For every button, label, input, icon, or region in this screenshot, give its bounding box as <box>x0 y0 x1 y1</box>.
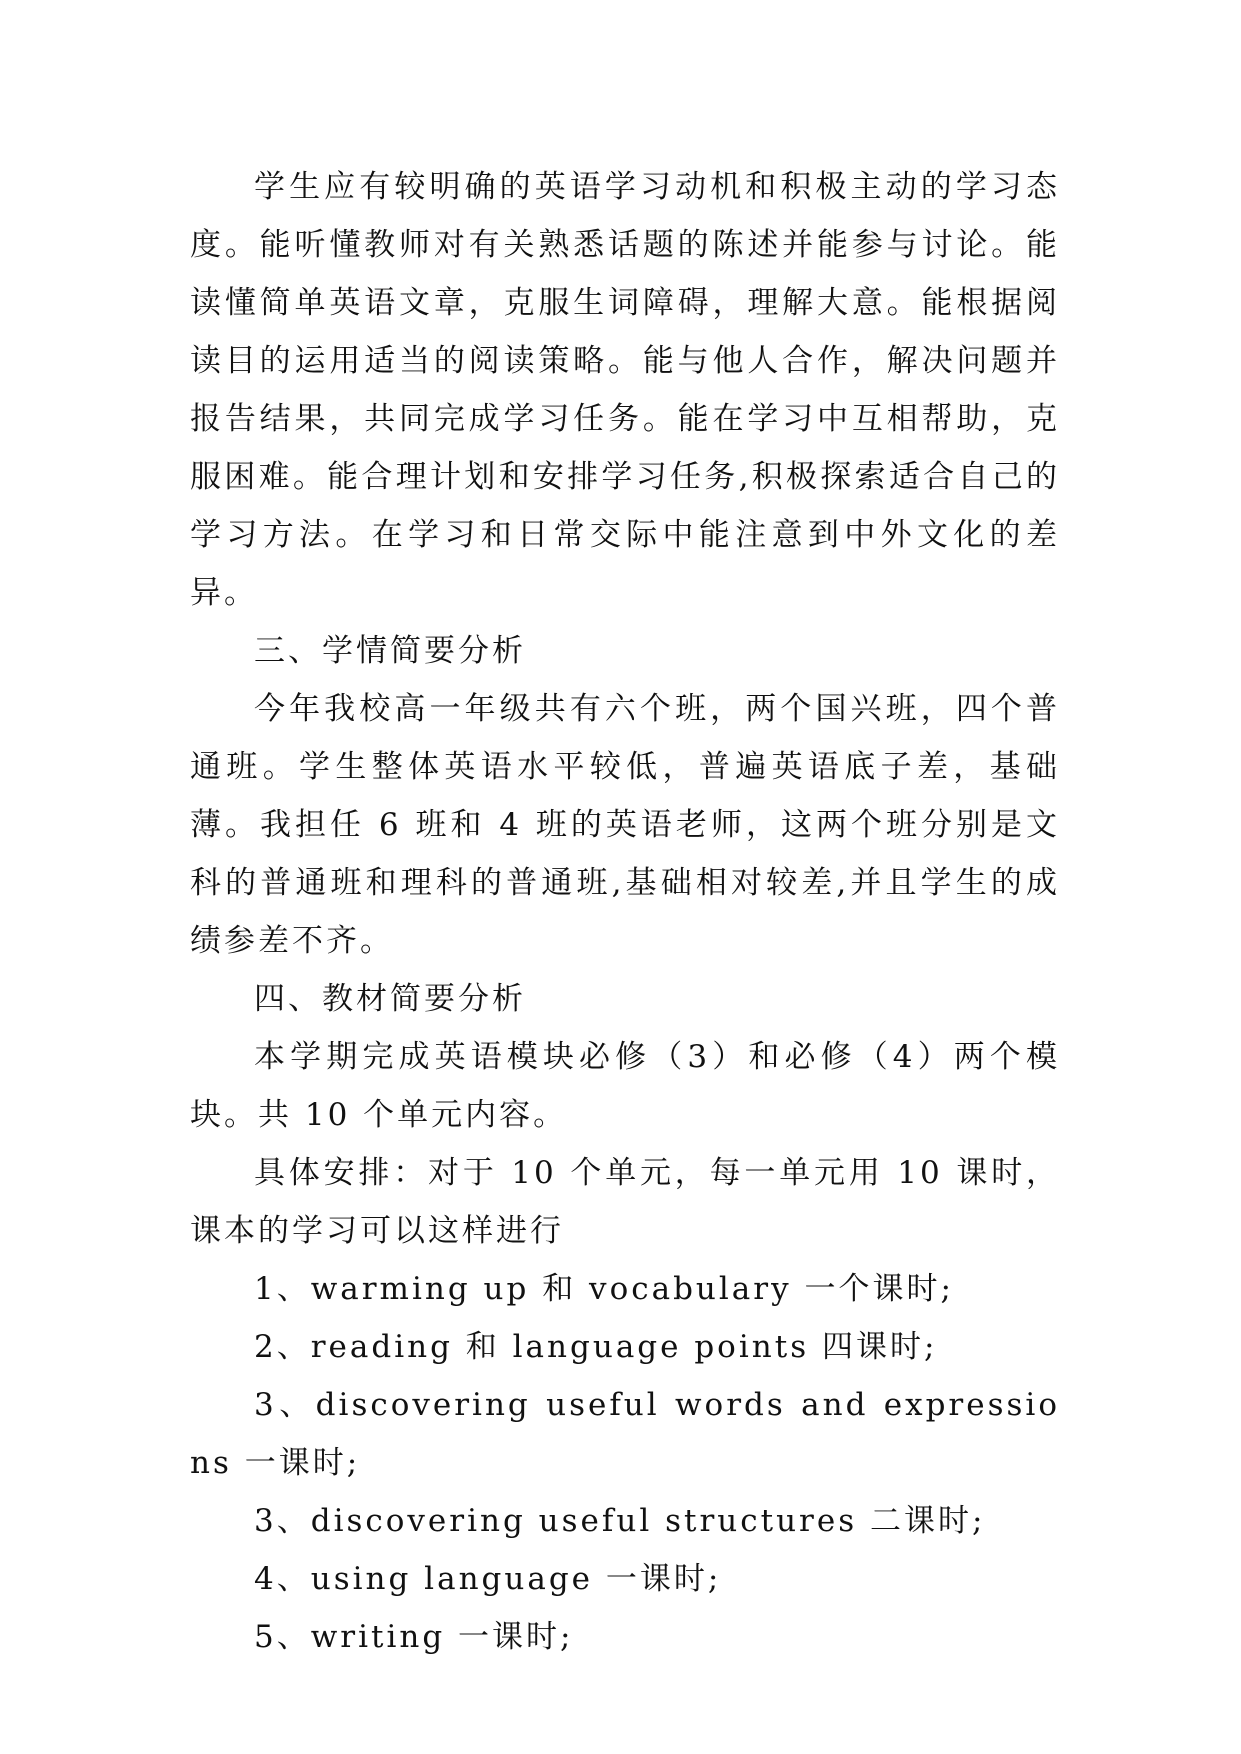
heading-textbook-analysis: 四、教材简要分析 <box>254 981 526 1017</box>
list-item-using-language: 4、using language 一课时; <box>254 1561 722 1597</box>
list-item-warming-up: 1、warming up 和 vocabulary 一个课时; <box>254 1271 954 1307</box>
list-item-reading: 2、reading 和 language points 四课时; <box>254 1329 938 1365</box>
list-item-useful-structures: 3、discovering useful structures 二课时; <box>254 1503 986 1539</box>
list-item-writing: 5、writing 一课时; <box>254 1619 574 1655</box>
paragraph-textbook-modules: 本学期完成英语模块必修（3）和必修（4）两个模块。共 10 个单元内容。 <box>190 1039 1060 1133</box>
paragraph-student-situation: 今年我校高一年级共有六个班，两个国兴班，四个普通班。学生整体英语水平较低，普遍英语底子差，基础薄。我担任 6 班和 4 班的英语老师，这两个班分别是文科的普通班和理科的普通班,基础相对较差,并且学生的成绩参差不齐。 <box>190 691 1060 959</box>
paragraph-schedule-intro: 具体安排：对于 10 个单元，每一单元用 10 课时，课本的学习可以这样进行 <box>190 1155 1060 1249</box>
paragraph-learning-attitude: 学生应有较明确的英语学习动机和积极主动的学习态度。能听懂教师对有关熟悉话题的陈述并能参与讨论。能读懂简单英语文章，克服生词障碍，理解大意。能根据阅读目的运用适当的阅读策略。能与他人合作，解决问题并报告结果，共同完成学习任务。能在学习中互相帮助，克服困难。能合理计划和安排学习任务,积极探索适合自己的学习方法。在学习和日常交际中能注意到中外文化的差异。 <box>190 169 1060 611</box>
heading-student-analysis: 三、学情简要分析 <box>254 633 526 669</box>
list-item-useful-words: 3、discovering useful words and expressions 一课时; <box>190 1387 1060 1481</box>
document-body <box>190 158 1060 1666</box>
